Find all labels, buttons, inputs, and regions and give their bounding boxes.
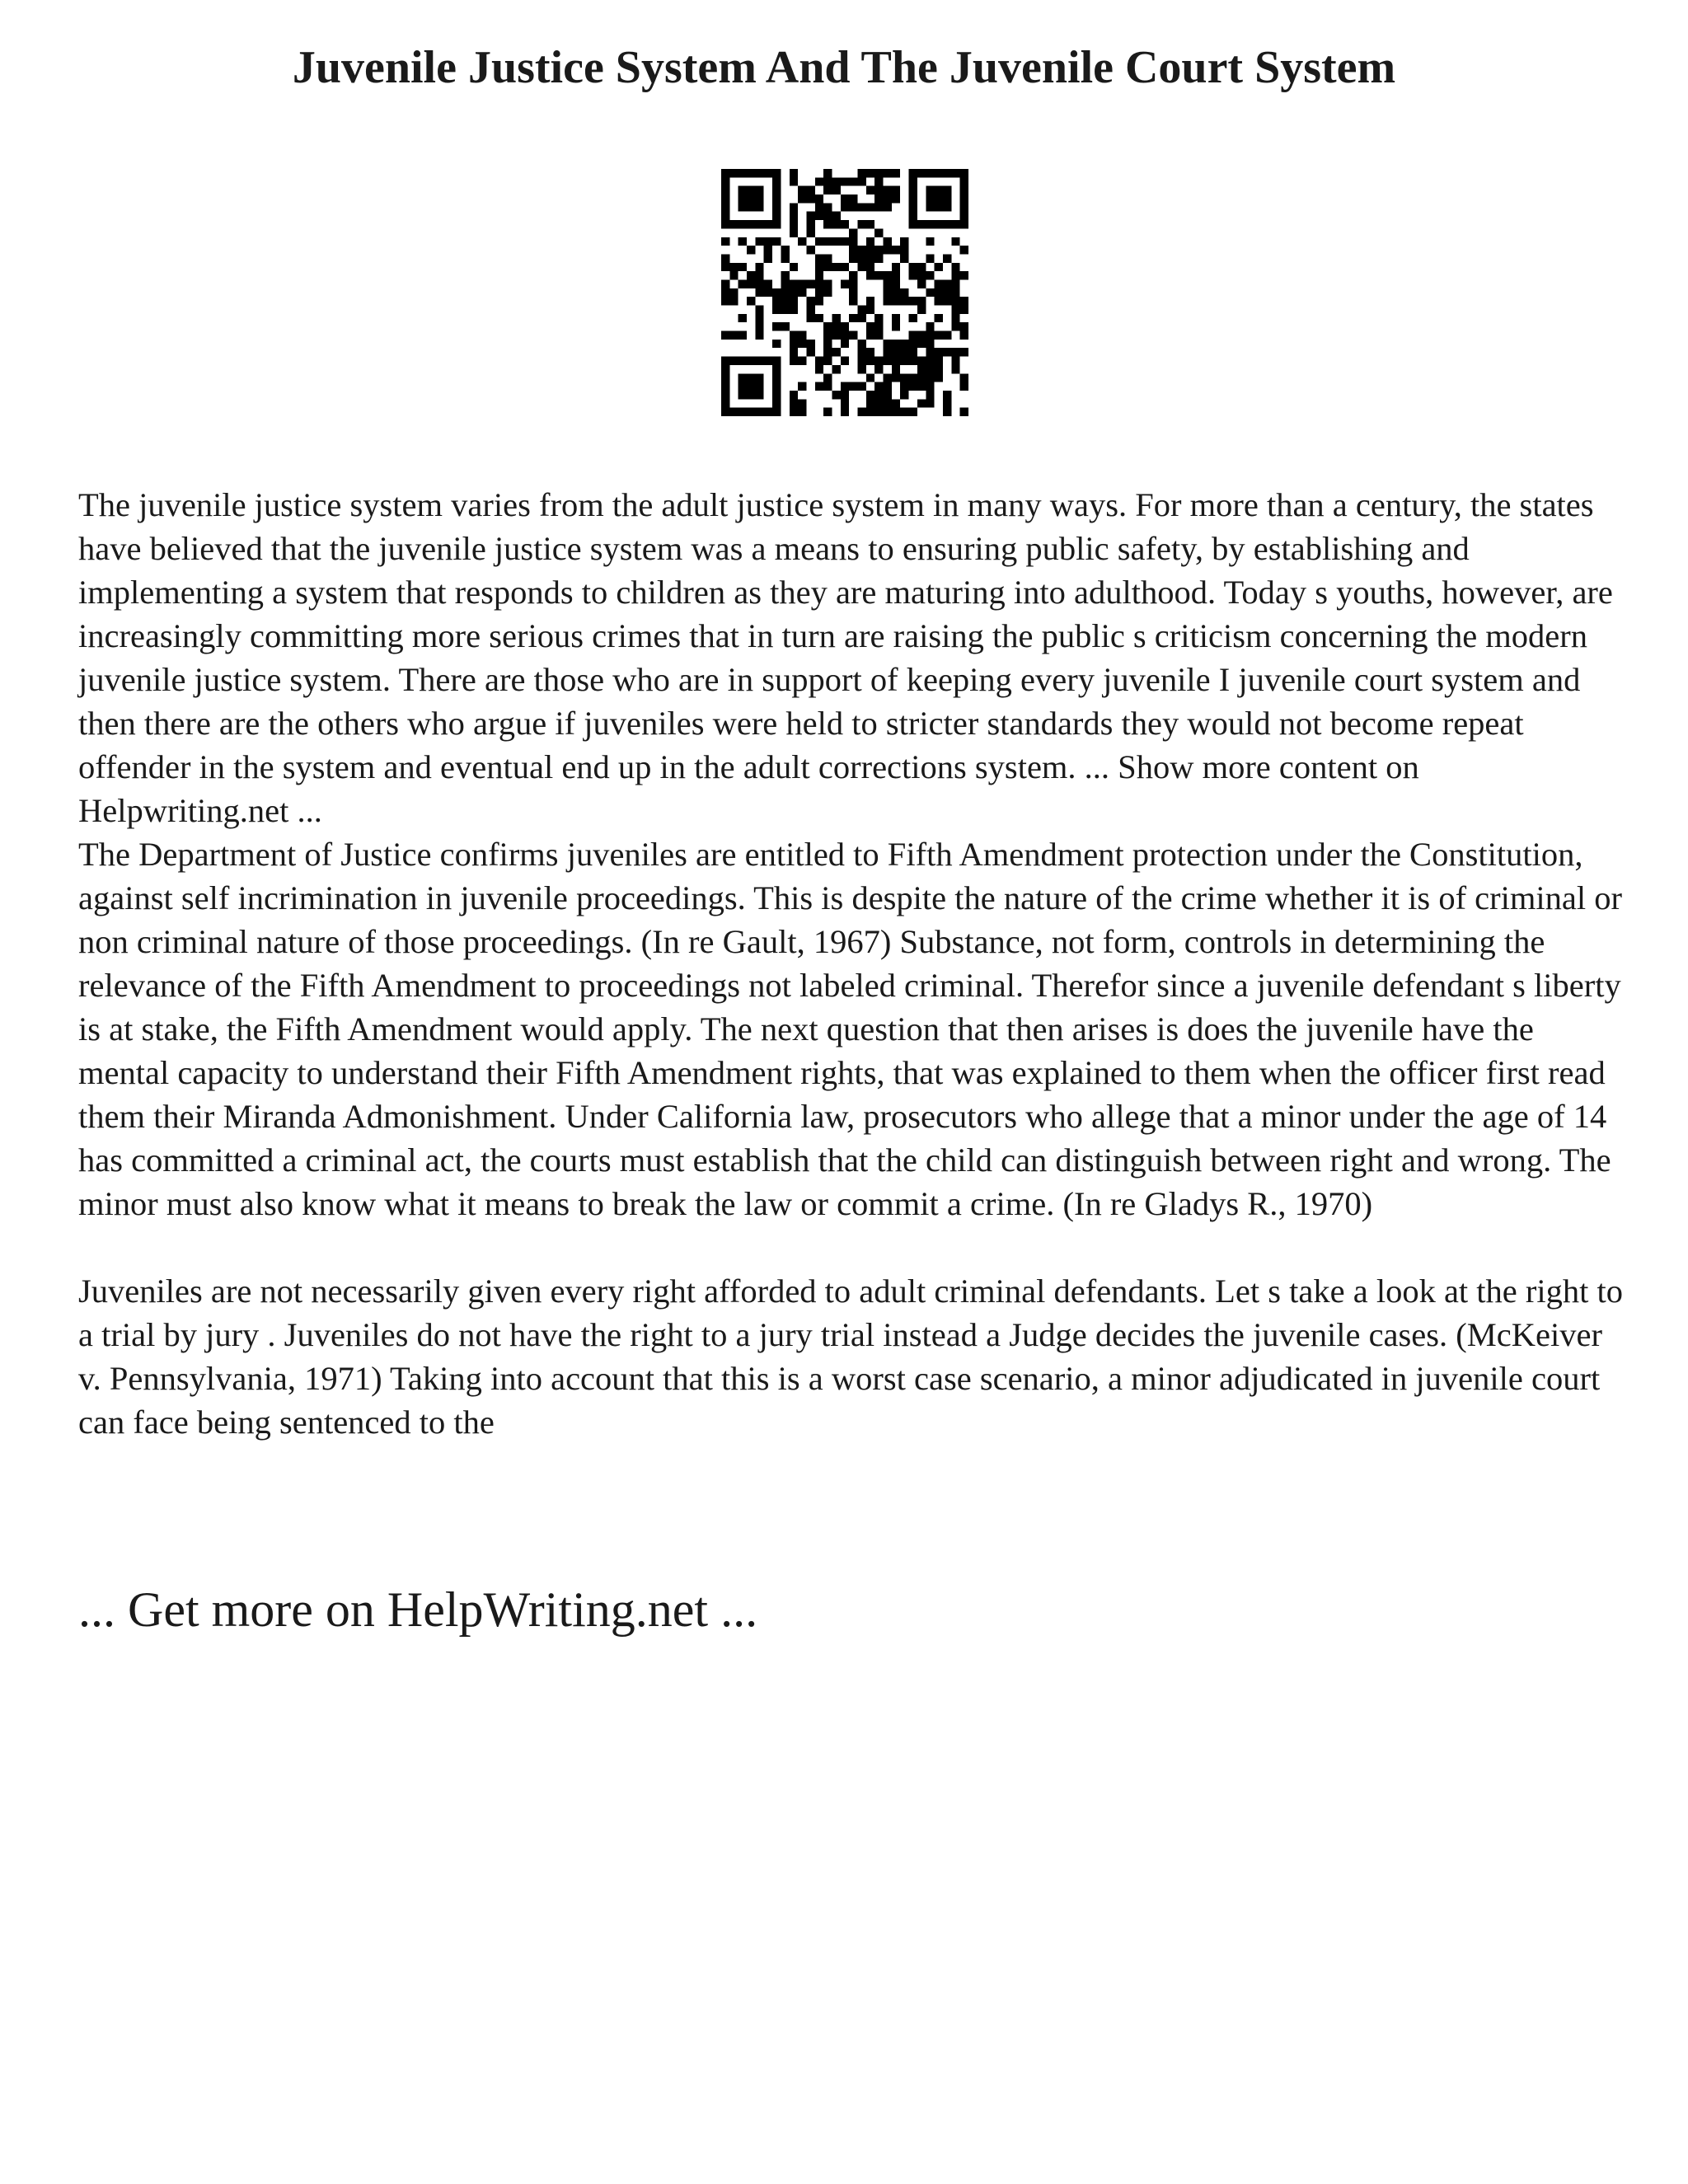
- page-title: Juvenile Justice System And The Juvenile Court System: [292, 42, 1396, 93]
- article-body: [78, 483, 1628, 1444]
- qr-code-icon: [721, 169, 968, 416]
- paragraph: The juvenile justice system varies from the adult justice system in many ways. For more than a century, the states have believed that the juvenile justice system was a means to ensuring public safety, by establishing and implementing a system that responds to children as they are maturing into adulthood. Today s youths, however, are increasingly committing more serious crimes that in turn are raising the public s criticism concerning the modern juvenile justice system. There are those who are in support of keeping every juvenile I juvenile court system and then there are the others who argue if juveniles were held to stricter standards they would not become repeat offender in the system and eventual end up in the adult corrections system. ... Show more content on Helpwriting.net ...: [78, 486, 1613, 829]
- paragraph: Juveniles are not necessarily given every right afforded to adult criminal defendants. Let s take a look at the right to a trial by jury . Juveniles do not have the right to a jury trial instead a Judge decides the juvenile cases. (McKeiver v. Pennsylvania, 1971) Taking into account that this is a worst case scenario, a minor adjudicated in juvenile court can face being sentenced to the: [78, 1272, 1624, 1441]
- get-more-link[interactable]: ... Get more on HelpWriting.net ...: [78, 1582, 758, 1637]
- paragraph: The Department of Justice confirms juveniles are entitled to Fifth Amendment protection under the Constitution, against self incrimination in juvenile proceedings. This is despite the nature of the crime whether it is of criminal or non criminal nature of those proceedings. (In re Gault, 1967) Substance, not form, controls in determining the relevance of the Fifth Amendment to proceedings not labeled criminal. Therefor since a juvenile defendant s liberty is at stake, the Fifth Amendment would apply. The next question that then arises is does the juvenile have the mental capacity to understand their Fifth Amendment rights, that was explained to them when the officer first read them their Miranda Admonishment. Under California law, prosecutors who allege that a minor under the age of 14 has committed a criminal act, the courts must establish that the child can distinguish between right and wrong. The minor must also know what it means to break the law or commit a crime. (In re Gladys R., 1970): [78, 836, 1622, 1222]
- paragraph-spacer: [78, 1226, 1628, 1269]
